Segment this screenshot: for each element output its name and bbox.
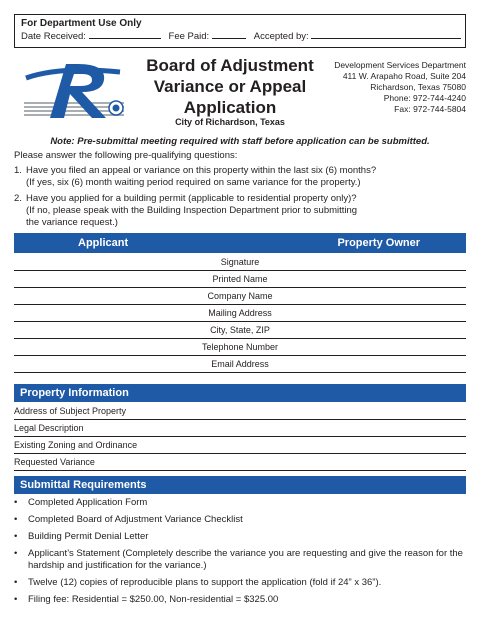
property-owner-header: Property Owner: [337, 237, 420, 249]
bullet-icon: •: [14, 548, 18, 559]
fee-paid-field[interactable]: [212, 30, 246, 39]
list-item: [14, 497, 466, 509]
requirement-text: Twelve (12) copies of reproducible plans to support the application (fold if 24” x 36”).: [28, 577, 382, 588]
accepted-by-label: Accepted by:: [253, 31, 309, 42]
question-text: Have you applied for a building permit (applicable to residential property only)?: [26, 193, 357, 204]
requirement-text: Completed Board of Adjustment Variance Checklist: [28, 514, 243, 525]
logo-stripe: [24, 114, 124, 116]
contact-fax: Fax: 972-744-5804: [394, 104, 466, 114]
question-number: 2.: [14, 193, 22, 204]
bullet-icon: •: [14, 577, 18, 588]
printed-name-row[interactable]: [14, 271, 466, 288]
list-item: [14, 577, 466, 589]
requirement-text: Filing fee: Residential = $250.00, Non-residential = $325.00: [28, 594, 279, 605]
logo-stripe: [24, 102, 124, 104]
department-use-title: For Department Use Only: [21, 18, 142, 29]
requirement-text: Building Permit Denial Letter: [28, 531, 149, 542]
signature-row[interactable]: [14, 254, 466, 271]
questions-intro: Please answer the following pre-qualifying questions:: [14, 150, 238, 161]
city-subtitle: City of Richardson, Texas: [175, 117, 285, 127]
submittal-requirements-header: Submittal Requirements: [14, 476, 466, 494]
legal-description-row[interactable]: [14, 420, 466, 437]
submittal-requirements-list: [14, 497, 466, 611]
department-use-fields: [21, 30, 459, 44]
telephone-label: Telephone Number: [201, 342, 279, 352]
list-item: [14, 531, 466, 543]
question-2: [14, 193, 464, 229]
title-line-3: Application: [183, 98, 277, 117]
contact-block: [316, 60, 466, 115]
question-note: the variance request.): [26, 217, 118, 228]
page-title: [140, 55, 320, 118]
city-state-zip-row[interactable]: [14, 322, 466, 339]
telephone-row[interactable]: [14, 339, 466, 356]
mailing-address-label: Mailing Address: [208, 308, 272, 318]
accepted-by-field[interactable]: [311, 30, 461, 39]
requirement-text: Applicant’s Statement (Completely describe the variance you are requesting and give the reason for the: [28, 548, 463, 559]
pre-submittal-note: Note: Pre-submittal meeting required with staff before application can be submitted.: [50, 136, 430, 147]
question-note: (If yes, six (6) month waiting period required on same variance for the property.): [26, 177, 361, 188]
zoning-ordinance-row[interactable]: [14, 437, 466, 454]
bullet-icon: •: [14, 594, 18, 605]
question-note: (If no, please speak with the Building Inspection Department prior to submitting: [26, 205, 358, 216]
fee-paid-label: Fee Paid:: [168, 31, 210, 42]
signature-label: Signature: [220, 257, 260, 267]
bullet-icon: •: [14, 497, 18, 508]
printed-name-label: Printed Name: [212, 274, 268, 284]
contact-city-state-zip: Richardson, Texas 75080: [370, 82, 466, 92]
list-item: [14, 548, 466, 572]
company-name-label: Company Name: [207, 291, 273, 301]
city-of-richardson-logo: [20, 58, 130, 122]
mailing-address-row[interactable]: [14, 305, 466, 322]
applicant-header: Applicant: [78, 237, 129, 249]
company-name-row[interactable]: [14, 288, 466, 305]
bullet-icon: •: [14, 514, 18, 525]
contact-department: Development Services Department: [334, 60, 466, 70]
title-line-2: Variance or Appeal: [153, 77, 307, 96]
bullet-icon: •: [14, 531, 18, 542]
requested-variance-label: Requested Variance: [14, 457, 95, 467]
contact-address: 411 W. Arapaho Road, Suite 204: [342, 71, 466, 81]
department-use-box: [14, 14, 466, 48]
list-item: [14, 514, 466, 526]
list-item: [14, 594, 466, 606]
title-line-1: Board of Adjustment: [146, 56, 314, 75]
requirement-text-continued: hardship and justification for the variance.): [28, 560, 207, 571]
contact-phone: Phone: 972-744-4240: [383, 93, 466, 103]
requested-variance-row[interactable]: [14, 454, 466, 471]
subject-property-address-row[interactable]: [14, 403, 466, 420]
logo-seal-center: [113, 105, 120, 112]
zoning-ordinance-label: Existing Zoning and Ordinance: [14, 440, 138, 450]
requirement-text: Completed Application Form: [28, 497, 148, 508]
question-1: [14, 165, 464, 189]
legal-description-label: Legal Description: [14, 423, 84, 433]
question-text: Have you filed an appeal or variance on this property within the last six (6) months?: [26, 165, 377, 176]
date-received-label: Date Received:: [21, 31, 86, 42]
subject-property-address-label: Address of Subject Property: [14, 406, 127, 416]
property-information-header: Property Information: [14, 384, 466, 402]
email-label: Email Address: [211, 359, 269, 369]
date-received-field[interactable]: [89, 30, 161, 39]
city-state-zip-label: City, State, ZIP: [210, 325, 270, 335]
email-row[interactable]: [14, 356, 466, 373]
question-number: 1.: [14, 165, 22, 176]
applicant-owner-header: [14, 233, 466, 253]
